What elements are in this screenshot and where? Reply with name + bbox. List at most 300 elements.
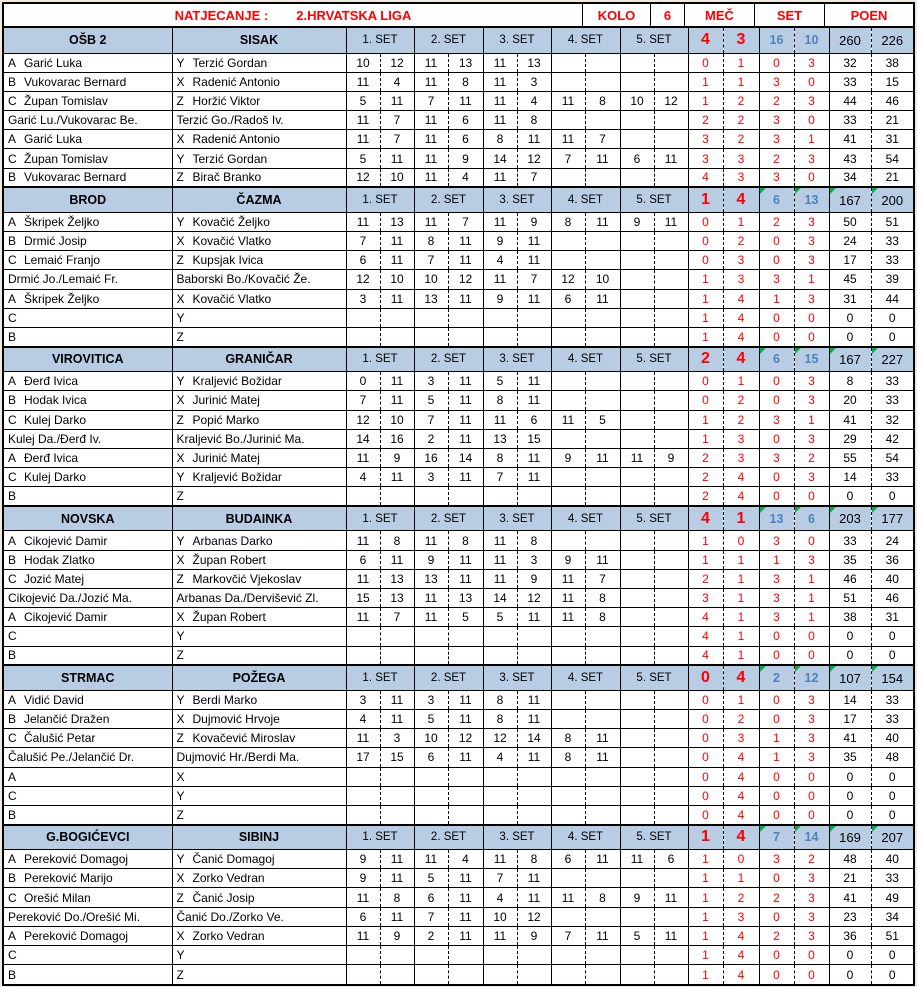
set-score-cell <box>380 646 414 665</box>
player-tag: Z <box>176 170 184 185</box>
set-score-cell: 9 <box>654 448 688 467</box>
player-name: Horžić Viktor <box>192 93 261 108</box>
player-tag: X <box>176 291 185 306</box>
set-score-cell: 9 <box>483 289 517 308</box>
set-score-cell: 11 <box>585 926 620 945</box>
set-score-cell: 7 <box>585 569 620 588</box>
match-row <box>4 850 913 869</box>
set-score-cell <box>620 410 654 429</box>
set-score-cell <box>414 805 448 824</box>
set-total-home: 6 <box>759 347 794 372</box>
set-score-cell: 8 <box>483 130 517 149</box>
set-total-away: 12 <box>794 665 829 690</box>
points-cell: 0 <box>871 767 913 786</box>
player-name: Pereković Domagoj <box>24 928 129 943</box>
match-tally-cell: 3 <box>688 149 723 168</box>
player-name: Zorko Vedran <box>192 871 265 886</box>
set-score-cell <box>585 468 620 487</box>
set-tally-cell: 0 <box>759 487 794 506</box>
set-score-cell <box>585 327 620 346</box>
set-number-header: 3. SET <box>483 187 551 212</box>
set-score-cell: 11 <box>517 130 551 149</box>
set-score-cell <box>346 308 380 327</box>
player-name: Orešić Milan <box>24 890 91 905</box>
cell-flag-icon <box>760 188 766 194</box>
set-score-cell <box>551 308 585 327</box>
set-tally-cell: 3 <box>794 53 829 72</box>
match-score-away: 4 <box>723 665 759 690</box>
set-score-cell <box>517 627 551 646</box>
set-score-cell <box>620 289 654 308</box>
points-cell: 33 <box>871 690 913 709</box>
set-score-cell: 11 <box>551 130 585 149</box>
home-player-cell <box>4 869 172 888</box>
match-header-row <box>4 28 913 53</box>
match-tally-cell: 1 <box>723 589 759 608</box>
set-score-cell: 8 <box>551 212 585 231</box>
player-name: Župan Robert <box>192 610 266 625</box>
set-score-cell <box>346 946 380 965</box>
set-tally-cell: 0 <box>759 251 794 270</box>
match-tally-cell: 4 <box>723 946 759 965</box>
player-name: Jelančić Dražen <box>24 712 110 727</box>
cell-flag-icon <box>830 188 836 194</box>
away-player-cell <box>172 888 346 907</box>
poen-column-header: POEN <box>850 7 888 23</box>
player-tag: Y <box>176 214 185 229</box>
points-cell: 33 <box>871 468 913 487</box>
set-score-cell: 13 <box>517 53 551 72</box>
set-score-cell: 3 <box>380 729 414 748</box>
player-tag: X <box>176 928 185 943</box>
set-score-cell <box>380 487 414 506</box>
set-score-cell: 3 <box>414 372 448 391</box>
set-score-cell: 10 <box>346 53 380 72</box>
set-score-cell <box>585 391 620 410</box>
set-total-home: 2 <box>759 665 794 690</box>
points-cell: 33 <box>871 709 913 728</box>
points-cell: 0 <box>829 327 871 346</box>
set-score-cell <box>380 767 414 786</box>
away-player-cell <box>172 550 346 569</box>
set-score-cell: 11 <box>346 448 380 467</box>
set-tally-cell: 2 <box>794 850 829 869</box>
set-number-header: 4. SET <box>551 347 620 372</box>
home-player-cell <box>4 372 172 391</box>
cell-flag-icon <box>830 666 836 672</box>
set-tally-cell: 3 <box>794 149 829 168</box>
match-score-away: 4 <box>723 825 759 850</box>
set-tally-cell: 0 <box>759 468 794 487</box>
set-score-cell <box>551 168 585 187</box>
match-tally-cell: 1 <box>723 72 759 91</box>
set-total-home: 13 <box>759 506 794 531</box>
points-cell: 21 <box>871 111 913 130</box>
player-name: Škripek Željko <box>24 214 100 229</box>
away-player-cell <box>172 448 346 467</box>
set-score-cell <box>620 786 654 805</box>
match-tally-cell: 4 <box>723 965 759 984</box>
set-number-header: 1. SET <box>346 506 414 531</box>
points-cell: 44 <box>871 289 913 308</box>
set-score-cell <box>517 805 551 824</box>
home-player-cell <box>4 805 172 824</box>
set-score-cell <box>654 646 688 665</box>
set-tally-cell: 0 <box>794 487 829 506</box>
competition-name: 2.HRVATSKA LIGA <box>296 7 412 23</box>
set-tally-cell: 1 <box>759 289 794 308</box>
home-player-cell <box>4 531 172 550</box>
home-team-name: VIROVITICA <box>4 347 172 372</box>
player-tag: B <box>8 74 17 89</box>
set-score-cell <box>585 111 620 130</box>
player-tag: Z <box>176 412 184 427</box>
set-score-cell: 8 <box>414 232 448 251</box>
points-cell: 33 <box>829 531 871 550</box>
set-number-header: 5. SET <box>620 825 688 850</box>
set-score-cell <box>654 72 688 91</box>
set-score-cell <box>346 805 380 824</box>
set-score-cell: 3 <box>414 468 448 487</box>
set-score-cell: 14 <box>483 589 517 608</box>
match-tally-cell: 4 <box>723 786 759 805</box>
set-score-cell <box>620 748 654 767</box>
set-score-cell: 9 <box>346 850 380 869</box>
away-player-cell <box>172 72 346 91</box>
set-score-cell <box>654 270 688 289</box>
set-score-cell: 12 <box>517 149 551 168</box>
player-tag: B <box>8 329 17 344</box>
points-total-away: 227 <box>871 347 913 372</box>
set-tally-cell: 0 <box>759 805 794 824</box>
set-tally-cell: 0 <box>794 786 829 805</box>
round-value: 6 <box>651 4 685 26</box>
set-score-cell <box>654 869 688 888</box>
set-score-cell: 10 <box>414 729 448 748</box>
player-name: Kulej Darko <box>24 412 87 427</box>
set-tally-cell: 3 <box>794 372 829 391</box>
set-tally-cell: 2 <box>759 926 794 945</box>
set-score-cell: 11 <box>380 391 414 410</box>
set-score-cell: 13 <box>380 589 414 608</box>
set-score-cell: 11 <box>483 410 517 429</box>
set-number-header: 5. SET <box>620 28 688 53</box>
set-score-cell: 11 <box>483 531 517 550</box>
points-cell: 0 <box>829 627 871 646</box>
home-player-cell <box>4 448 172 467</box>
set-score-cell <box>654 531 688 550</box>
set-score-cell <box>448 965 483 984</box>
set-tally-cell: 3 <box>759 72 794 91</box>
points-cell: 40 <box>871 729 913 748</box>
match-tally-cell: 3 <box>723 168 759 187</box>
set-score-cell <box>585 805 620 824</box>
home-player-cell <box>4 748 172 767</box>
away-player-cell <box>172 805 346 824</box>
set-score-cell: 7 <box>483 468 517 487</box>
set-score-cell: 10 <box>380 168 414 187</box>
set-score-cell <box>551 767 585 786</box>
set-score-cell: 12 <box>448 270 483 289</box>
match-row <box>4 729 913 748</box>
away-player-cell <box>172 308 346 327</box>
set-tally-cell: 0 <box>794 646 829 665</box>
set-tally-cell: 0 <box>759 646 794 665</box>
set-score-cell: 9 <box>380 926 414 945</box>
set-score-cell: 11 <box>483 926 517 945</box>
match-header-row <box>4 665 913 690</box>
set-score-cell <box>585 907 620 926</box>
set-score-cell: 11 <box>448 748 483 767</box>
away-player-cell <box>172 270 346 289</box>
match-tally-cell: 1 <box>723 53 759 72</box>
away-team-name: ČAZMA <box>172 187 346 212</box>
set-score-cell: 9 <box>346 869 380 888</box>
player-tag: A <box>8 374 17 389</box>
set-score-cell <box>483 487 517 506</box>
match-tally-cell: 1 <box>688 965 723 984</box>
set-score-cell <box>585 531 620 550</box>
set-score-cell: 6 <box>654 850 688 869</box>
set-score-cell <box>551 391 585 410</box>
match-score-away: 4 <box>723 347 759 372</box>
home-player-cell <box>4 487 172 506</box>
player-name: Cikojević Damir <box>24 610 108 625</box>
set-score-cell: 11 <box>483 91 517 110</box>
set-score-cell: 11 <box>551 888 585 907</box>
match-row <box>4 608 913 627</box>
match-score-home: 4 <box>688 506 723 531</box>
match-tally-cell: 2 <box>688 468 723 487</box>
points-cell: 31 <box>871 130 913 149</box>
set-tally-cell: 2 <box>759 212 794 231</box>
points-cell: 14 <box>829 468 871 487</box>
player-name: Kovačić Vlatko <box>192 291 272 306</box>
player-name: Župan Tomislav <box>24 151 108 166</box>
set-tally-cell: 3 <box>794 888 829 907</box>
set-tally-cell: 0 <box>759 391 794 410</box>
set-score-cell: 9 <box>517 926 551 945</box>
match-tally-cell: 4 <box>688 646 723 665</box>
set-tally-cell: 0 <box>794 168 829 187</box>
set-score-cell: 11 <box>346 926 380 945</box>
set-number-header: 3. SET <box>483 28 551 53</box>
match-tally-cell: 0 <box>688 805 723 824</box>
match-row <box>4 327 913 346</box>
set-score-cell: 12 <box>654 91 688 110</box>
match-tally-cell: 4 <box>723 468 759 487</box>
set-score-cell: 11 <box>380 869 414 888</box>
away-player-cell <box>172 111 346 130</box>
points-cell: 44 <box>829 91 871 110</box>
set-score-cell: 9 <box>551 550 585 569</box>
away-player-cell <box>172 468 346 487</box>
set-tally-cell: 3 <box>759 130 794 149</box>
player-tag: Z <box>176 731 184 746</box>
player-name: Baborski Bo./Kovačić Že. <box>176 272 311 287</box>
points-cell: 45 <box>829 270 871 289</box>
points-cell: 0 <box>871 627 913 646</box>
set-tally-cell: 3 <box>794 869 829 888</box>
player-name: Hodak Ivica <box>24 393 87 408</box>
match-score-home: 1 <box>688 825 723 850</box>
home-player-cell <box>4 289 172 308</box>
set-score-cell: 12 <box>483 729 517 748</box>
set-score-cell <box>551 251 585 270</box>
set-score-cell <box>620 690 654 709</box>
match-row <box>4 805 913 824</box>
cell-flag-icon <box>760 666 766 672</box>
player-tag: X <box>176 552 185 567</box>
set-score-cell <box>517 946 551 965</box>
set-score-cell <box>380 627 414 646</box>
set-score-cell: 3 <box>346 289 380 308</box>
away-player-cell <box>172 767 346 786</box>
set-score-cell: 3 <box>517 72 551 91</box>
set-score-cell: 7 <box>380 111 414 130</box>
match-tally-cell: 2 <box>688 111 723 130</box>
match-tally-cell: 4 <box>723 327 759 346</box>
set-score-cell: 8 <box>585 608 620 627</box>
player-tag: Z <box>176 807 184 822</box>
set-score-cell: 7 <box>551 149 585 168</box>
away-player-cell <box>172 487 346 506</box>
set-score-cell: 11 <box>346 130 380 149</box>
match-tally-cell: 3 <box>723 729 759 748</box>
player-tag: A <box>8 533 17 548</box>
player-name: Jozić Matej <box>24 571 85 586</box>
set-score-cell: 8 <box>483 690 517 709</box>
set-score-cell: 7 <box>585 130 620 149</box>
set-score-cell: 11 <box>517 608 551 627</box>
match-tally-cell: 4 <box>723 767 759 786</box>
points-cell: 33 <box>829 111 871 130</box>
player-tag: A <box>8 214 17 229</box>
away-player-cell <box>172 709 346 728</box>
points-cell: 29 <box>829 429 871 448</box>
match-tally-cell: 1 <box>688 850 723 869</box>
player-name: Kovačić Željko <box>192 214 270 229</box>
away-player-cell <box>172 946 346 965</box>
set-score-cell: 9 <box>517 212 551 231</box>
away-team-name: GRANIČAR <box>172 347 346 372</box>
set-tally-cell: 3 <box>759 569 794 588</box>
set-score-cell <box>483 327 517 346</box>
player-tag: Y <box>176 533 185 548</box>
match-tally-cell: 0 <box>688 786 723 805</box>
points-cell: 17 <box>829 709 871 728</box>
set-score-cell: 9 <box>551 448 585 467</box>
set-tally-cell: 1 <box>759 748 794 767</box>
results-sheet <box>2 2 915 986</box>
set-tally-cell: 0 <box>759 965 794 984</box>
player-name: Škripek Željko <box>24 291 100 306</box>
set-score-cell: 11 <box>483 72 517 91</box>
home-player-cell <box>4 550 172 569</box>
set-score-cell: 11 <box>620 850 654 869</box>
match-tally-cell: 0 <box>688 729 723 748</box>
set-tally-cell: 3 <box>794 212 829 231</box>
points-cell: 51 <box>871 926 913 945</box>
match-score-home: 0 <box>688 665 723 690</box>
match-tally-cell: 0 <box>723 850 759 869</box>
match-row <box>4 111 913 130</box>
points-cell: 48 <box>829 850 871 869</box>
player-tag: C <box>8 253 17 268</box>
set-tally-cell: 3 <box>794 709 829 728</box>
match-row <box>4 946 913 965</box>
set-score-cell: 12 <box>346 270 380 289</box>
set-score-cell <box>551 232 585 251</box>
points-cell: 46 <box>871 589 913 608</box>
set-score-cell <box>346 965 380 984</box>
set-score-cell: 11 <box>654 149 688 168</box>
set-score-cell: 11 <box>448 91 483 110</box>
set-score-cell <box>654 946 688 965</box>
set-score-cell <box>654 907 688 926</box>
set-score-cell <box>585 627 620 646</box>
home-player-cell <box>4 850 172 869</box>
set-score-cell <box>380 965 414 984</box>
set-score-cell: 6 <box>414 748 448 767</box>
match-row <box>4 926 913 945</box>
points-cell: 54 <box>871 448 913 467</box>
points-cell: 41 <box>829 729 871 748</box>
set-score-cell: 11 <box>414 589 448 608</box>
set-tally-cell: 3 <box>759 168 794 187</box>
set-score-cell: 6 <box>551 850 585 869</box>
set-tally-cell: 1 <box>794 130 829 149</box>
match-header-row <box>4 825 913 850</box>
match-tally-cell: 4 <box>723 926 759 945</box>
set-score-cell: 6 <box>448 130 483 149</box>
set-score-cell: 12 <box>346 410 380 429</box>
set-score-cell: 11 <box>414 72 448 91</box>
match-tally-cell: 2 <box>723 888 759 907</box>
away-player-cell <box>172 372 346 391</box>
set-number-header: 4. SET <box>551 187 620 212</box>
points-cell: 0 <box>871 805 913 824</box>
player-tag: B <box>8 552 17 567</box>
set-score-cell <box>620 946 654 965</box>
set-score-cell <box>551 531 585 550</box>
set-score-cell <box>654 53 688 72</box>
match-row <box>4 709 913 728</box>
match-tally-cell: 2 <box>688 569 723 588</box>
points-cell: 0 <box>829 786 871 805</box>
player-name: Radenić Antonio <box>192 132 280 147</box>
set-score-cell <box>414 786 448 805</box>
set-score-cell: 11 <box>448 926 483 945</box>
set-score-cell <box>620 767 654 786</box>
cell-flag-icon <box>795 188 801 194</box>
set-score-cell <box>654 251 688 270</box>
set-score-cell: 6 <box>517 410 551 429</box>
cell-flag-icon <box>795 348 801 354</box>
home-team-name: OŠB 2 <box>4 28 172 53</box>
set-score-cell <box>551 965 585 984</box>
set-score-cell: 11 <box>483 212 517 231</box>
set-score-cell <box>551 429 585 448</box>
set-score-cell: 11 <box>414 149 448 168</box>
set-score-cell: 17 <box>346 748 380 767</box>
set-tally-cell: 0 <box>759 907 794 926</box>
match-row <box>4 888 913 907</box>
set-score-cell: 9 <box>448 149 483 168</box>
match-tally-cell: 1 <box>688 946 723 965</box>
set-score-cell: 11 <box>483 550 517 569</box>
away-player-cell <box>172 589 346 608</box>
